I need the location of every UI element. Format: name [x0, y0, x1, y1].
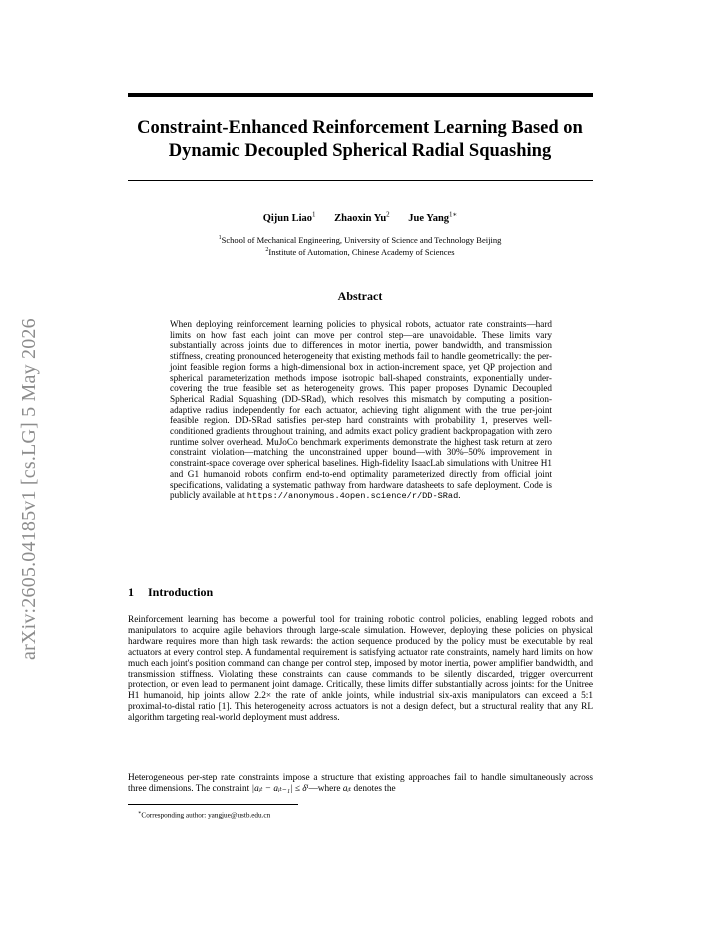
title-top-rule — [128, 93, 593, 97]
title-bottom-rule — [128, 180, 593, 181]
code-url-link[interactable]: https://anonymous.4open.science/r/DD-SRad — [246, 491, 459, 502]
author-1: Qijun Liao$^1$ — [262, 210, 316, 224]
section-heading: 1 Introduction — [128, 585, 214, 599]
action-symbol: aᵢₜ — [342, 783, 352, 794]
intro-paragraph-1: Reinforcement learning has become a powerful tool for training robotic control policies, enabling legged robots and manipulators to acquire agile behaviors through large-scale simulation. However, deploying these policies on physical hardware requires more than high task rewards: the action sequence produced by the policy must be executable by real actuators at every control step. A fundamental requirement is satisfying actuator rate constraints, namely hard limits on how much each joint's position command can change per control step, imposed by motor inertia, power amplifier bandwidth, and transmission stiffness. Violating these constraints can cause commands to be silently discarded, trigger overcurrent protection, or even lead to permanent joint damage. Critically, these limits differ substantially across joints: for the Unitree H1 humanoid, hip joints allow 2.2× the rate of ankle joints, while industrial six-axis manipulators can exceed a 5:1 proximal-to-distal ratio [1]. This heterogeneity across actuators is not a design defect, but a structural reality that any RL algorithm targeting real-world deployment must address. — [128, 615, 593, 724]
paper-title: Constraint-Enhanced Reinforcement Learning Based on Dynamic Decoupled Spherical Radial Squashing — [137, 118, 583, 161]
abstract-heading: Abstract — [337, 289, 383, 303]
footnote-rule — [128, 804, 298, 805]
abstract-body: When deploying reinforcement learning policies to physical robots, actuator rate constraints—hard limits on how fast each joint can move per control step—are unavoidable. These limits vary substantially across joints due to differences in motor inertia, power bandwidth, and transmission stiffness, creating pronounced heterogeneity that existing methods fail to handle geometrically: the per-joint feasible region forms a high-dimensional box in action-increment space, yet QP projection and spherical parameterization methods impose isotropic ball-shaped constraints, exponentially under-covering the true feasible set as heterogeneity grows. This paper proposes Dynamic Decoupled Spherical Radial Squashing (DD-SRad), which resolves this mismatch by computing a position-adaptive radius independently for each actuator, achieving tight alignment with the true per-joint feasible region. DD-SRad satisfies per-step hard constraints with probability 1, preserves well-conditioned gradients throughout training, and admits exact policy gradient backpropagation with zero runtime solver overhead. MuJoCo benchmark experiments demonstrate the highest task return at zero constraint violation—matching the unconstrained upper bound—with 30%–50% improvement in constraint-space coverage over spherical baselines. High-fidelity IsaacLab simulations with Unitree H1 and G1 humanoid robots confirm end-to-end optimality parameterized directly from official joint specifications, validating a systematic pathway from hardware datasheets to safe deployment. Code is publicly available at https://anonymous.4open.science/r/DD-SRad. — [170, 319, 552, 502]
author-2: Zhaoxin Yu$^2$ — [334, 210, 390, 224]
intro-paragraph-2: Heterogeneous per-step rate constraints impose a structure that existing approaches fail to handle simultaneously across three dimensions. The constraint |aᵢₜ − aᵢₜ₋₁| ≤ δⁱ—where aᵢₜ denotes the — [128, 773, 593, 794]
affiliation-1: $^1$School of Mechanical Engineering, University of Science and Technology Beijing — [218, 234, 502, 245]
author-3: Jue Yang$^{1∗}$ — [408, 210, 458, 224]
arxiv-identifier: arXiv:2605.04185v1 [cs.LG] 5 May 2026 — [18, 318, 40, 660]
footnote: ∗Corresponding author: yangjue@ustb.edu.cn — [138, 811, 271, 820]
affiliation-2: $^2$Institute of Automation, Chinese Academy of Sciences — [265, 246, 455, 257]
author-list — [110, 210, 610, 224]
constraint-formula: |aᵢₜ − aᵢₜ₋₁| ≤ δⁱ — [251, 783, 309, 794]
